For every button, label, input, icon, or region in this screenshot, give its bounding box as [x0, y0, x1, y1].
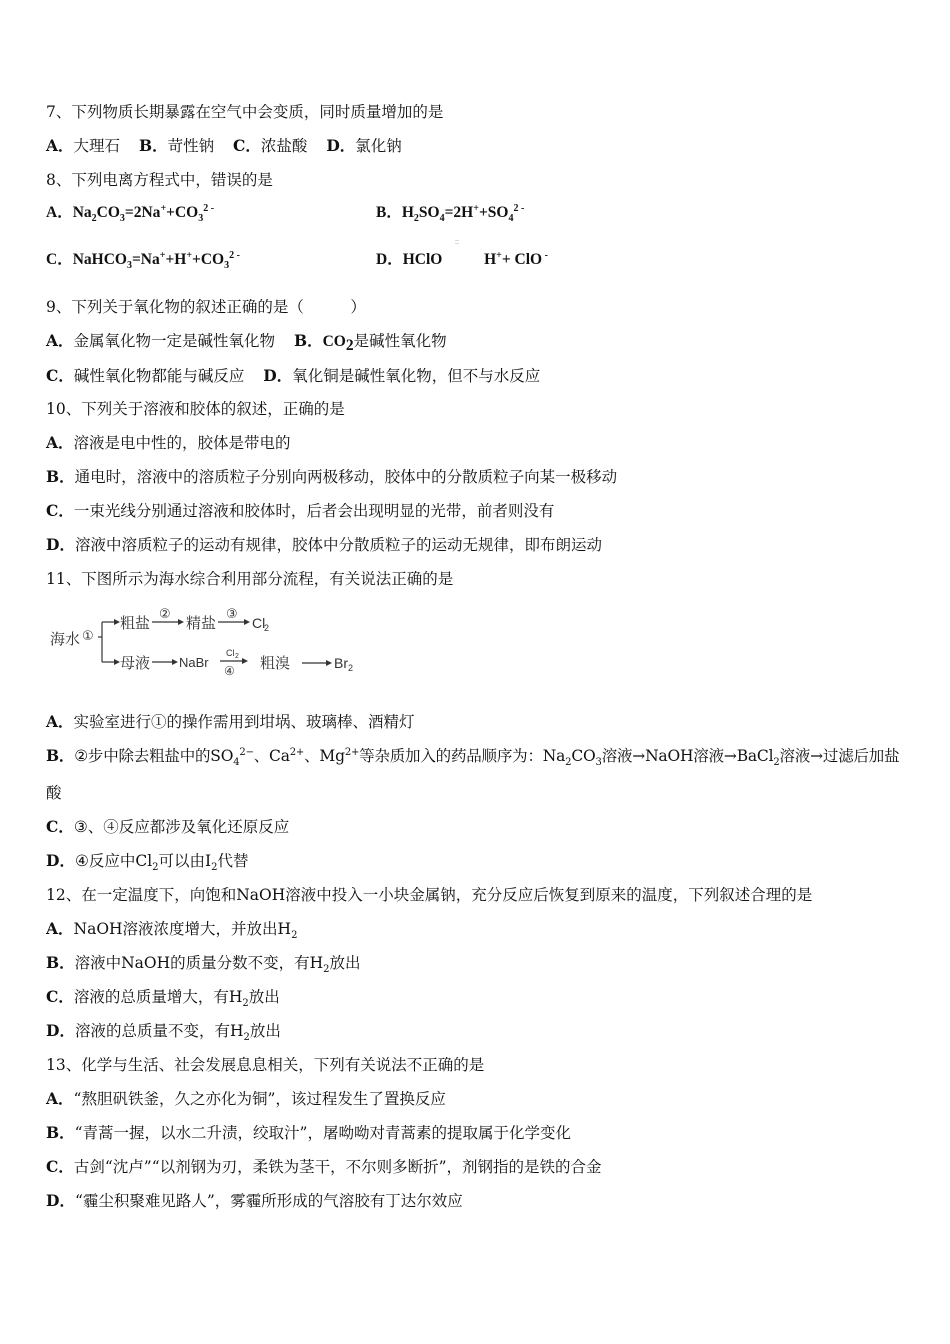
svg-text:2: 2	[348, 663, 354, 673]
q10-option-a: A．溶液是电中性的，胶体是带电的	[46, 433, 291, 452]
diagram-br2: Br	[334, 655, 348, 671]
q13-option-c: C．古剑“沈卢”“以剂钢为刃，柔铁为茎干，不尔则多断折”，剂钢指的是铁的合金	[46, 1157, 602, 1176]
q11-option-b: B．②步中除去粗盐中的$SO_4^{2-}$、$Ca^{2+}$、$Mg^{2+}$等杂质加入的药品顺序为：$Na_2CO_3$溶液→NaOH溶液→BaCl$_2$溶液→过滤后加盐	[46, 746, 900, 769]
diagram-reagent: Cl	[226, 648, 235, 658]
q13-stem: 13、化学与生活、社会发展息息相关，下列有关说法不正确的是	[46, 1056, 485, 1074]
seawater-flow-diagram	[46, 600, 376, 690]
diagram-step-1: ①	[82, 628, 94, 643]
q13-option-b: B．“青蒿一握，以水二升渍，绞取汁”，屠呦呦对青蒿素的提取属于化学变化	[46, 1123, 571, 1142]
diagram-step-3: ③	[226, 606, 238, 621]
q7-option-b-label: B．	[138, 136, 168, 155]
q11-option-b-cont: 酸	[46, 784, 62, 802]
q13-option-a: A．“熬胆矾铁釜，久之亦化为铜”，该过程发生了置换反应	[46, 1089, 446, 1108]
q10-option-c: C．一束光线分别通过溶液和胶体时，后者会出现明显的光带，前者则没有	[46, 501, 555, 520]
q8-stem: 8、下列电离方程式中，错误的是	[46, 171, 273, 189]
q11-option-a: A．实验室进行①的操作需用到坩埚、玻璃棒、酒精灯	[46, 712, 415, 731]
q7-option-a: 大理石	[73, 137, 121, 155]
q9-options-cd: C．碱性氧化物都能与碱反应 D．氧化铜是碱性氧化物，但不与水反应	[46, 366, 541, 385]
diagram-crude-salt: 粗盐	[120, 615, 151, 632]
q7-option-a-label: A．	[46, 136, 74, 155]
q7-option-d: 氯化钠	[355, 137, 402, 155]
q12-option-b: B．溶液中NaOH的质量分数不变，有$H_2$放出	[46, 953, 361, 976]
diagram-nabr: NaBr	[179, 655, 209, 670]
q7-options	[46, 136, 402, 156]
q7-option-b: 苛性钠	[167, 137, 215, 155]
q8-option-d: D．HClO H++ ClO -	[376, 250, 548, 270]
q9-option-d: 氧化铜是碱性氧化物，但不与水反应	[292, 367, 541, 385]
q10-stem: 10、下列关于溶液和胶体的叙述，正确的是	[46, 400, 345, 418]
q10-option-d: D．溶液中溶质粒子的运动有规律，胶体中分散质粒子的运动无规律，即布朗运动	[46, 535, 602, 554]
q11-stem: 11、下图所示为海水综合利用部分流程，有关说法正确的是	[46, 570, 454, 588]
q9-option-a: 金属氧化物一定是碱性氧化物	[73, 332, 276, 350]
diagram-crude-bromine: 粗溴	[260, 655, 291, 672]
q7-option-c-label: C．	[233, 136, 261, 155]
diagram-cl2: Cl	[252, 615, 266, 631]
q7-option-c: 浓盐酸	[260, 137, 308, 155]
q12-option-a: A．NaOH溶液浓度增大，并放出$H_2$	[46, 919, 298, 942]
q11-option-c: C．③、④反应都涉及氧化还原反应	[46, 817, 290, 836]
q10-option-b: B．通电时，溶液中的溶质粒子分别向两极移动，胶体中的分散质粒子向某一极移动	[46, 467, 618, 486]
diagram-mother-liquor: 母液	[120, 655, 151, 672]
q9-stem: 9、下列关于氧化物的叙述正确的是（ ）	[46, 298, 366, 316]
q12-option-c: C．溶液的总质量增大，有$H_2$放出	[46, 987, 280, 1010]
diagram-step-2: ②	[159, 606, 171, 621]
q9-option-c: 碱性氧化物都能与碱反应	[73, 367, 245, 385]
q13-option-d: D．“霾尘积聚难见路人”，雾霾所形成的气溶胶有丁达尔效应	[46, 1191, 463, 1210]
diagram-step-4: ④	[224, 664, 235, 678]
q9-option-b: $CO_2$是碱性氧化物	[322, 332, 447, 355]
q8-option-b: B．$H_2SO_4=2H^++SO_4^{2 -}$	[376, 202, 525, 225]
q9-options-ab: A．金属氧化物一定是碱性氧化物 B．$CO_2$是碱性氧化物	[46, 331, 447, 355]
q8-option-a: A．$Na_2CO_3=2Na^++CO_3^{2 -}$	[46, 202, 215, 225]
reversible-arrow-icon	[446, 250, 480, 270]
q11-option-d: D．④反应中$Cl_2$可以由$I_2$代替	[46, 851, 249, 874]
q8-option-c: C．$NaHCO_3=Na^++H^++CO_3^{2 -}$	[46, 249, 240, 272]
diagram-refined-salt: 精盐	[186, 615, 217, 632]
svg-text:2: 2	[264, 623, 270, 633]
q7-option-d-label: D．	[326, 136, 356, 155]
q12-option-d: D．溶液的总质量不变，有$H_2$放出	[46, 1021, 281, 1044]
q7-stem: 7、下列物质长期暴露在空气中会变质，同时质量增加的是	[46, 103, 444, 121]
svg-text:2: 2	[235, 653, 239, 660]
q12-stem: 12、在一定温度下，向饱和NaOH溶液中投入一小块金属钠，充分反应后恢复到原来的温度，下列叙述合理的是	[46, 886, 813, 904]
diagram-seawater: 海水	[50, 631, 81, 648]
